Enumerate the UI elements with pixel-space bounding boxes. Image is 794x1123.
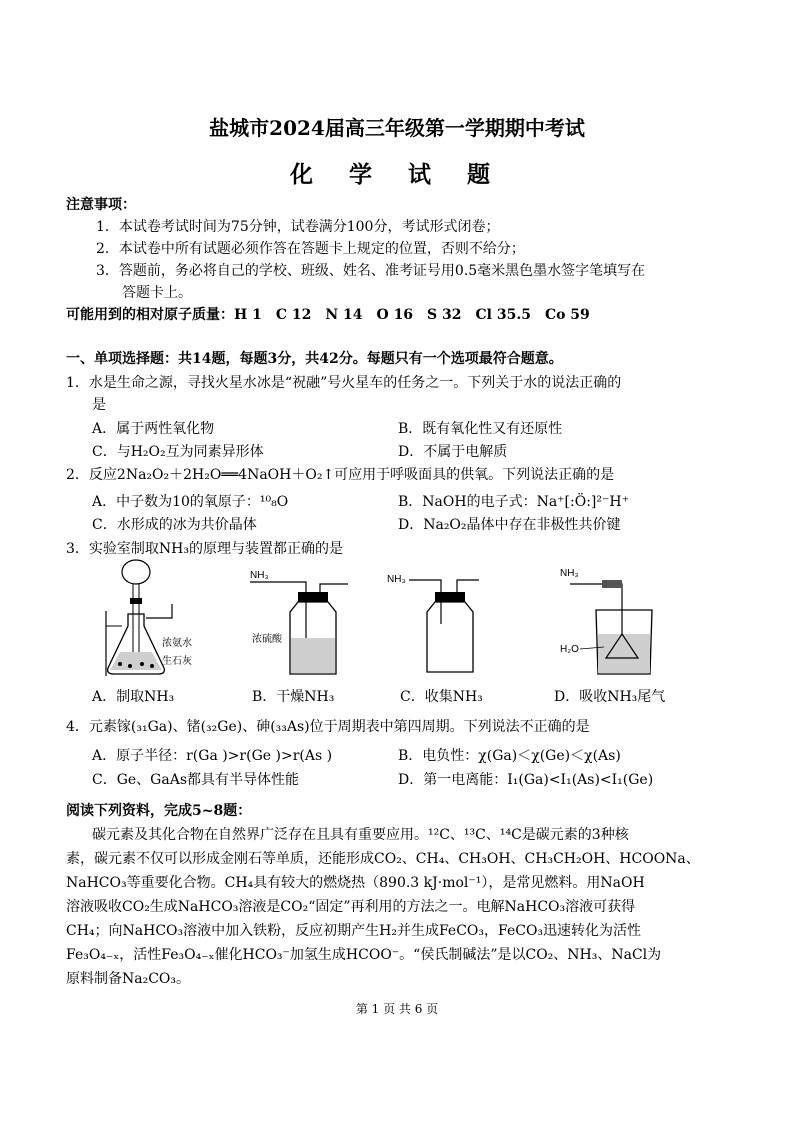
flask-solid	[110, 652, 162, 670]
stopcock	[130, 598, 142, 604]
funnel-bulb	[122, 560, 150, 584]
lime-grain	[128, 664, 132, 668]
label-nh3-b: NH₃	[250, 570, 269, 581]
page-number: 第 1 页 共 6 页	[355, 1002, 439, 1016]
label-ammonia-water: 浓氨水	[162, 638, 192, 649]
exam-title: 盐城市2024届高三年级第一学期期中考试	[209, 116, 585, 140]
bottle-stopper-c	[435, 592, 465, 602]
q2-stem: 2．反应2Na₂O₂＋2H₂O══4NaOH＋O₂↑可应用于呼吸面具的供氧。下列说法正确的是	[66, 467, 615, 483]
delivery-tube	[146, 604, 172, 618]
reading-line-5: CH₄；向NaHCO₃溶液中加入铁粉，反应初期产生H₂并生成FeCO₃，FeCO₃迅速转化为活性	[66, 923, 642, 939]
label-water: H₂O	[560, 644, 579, 655]
label-conc-sulfuric: 浓硫酸	[252, 634, 282, 645]
q4-stem: 4．元素镓(₃₁Ga)、锗(₃₂Ge)、砷(₃₃As)位于周期表中第四周期。下列说法不正确的是	[66, 719, 590, 735]
q4-option-c: C．Ge、GaAs都具有半导体性能	[92, 772, 300, 788]
q3-option-a: A．制取NH₃	[92, 689, 175, 705]
label-nh3-d: NH₃	[560, 568, 579, 579]
beaker-water	[598, 634, 650, 673]
collection-bottle	[427, 602, 473, 672]
reading-line-2: 素，碳元素不仅可以形成金刚石等单质，还能形成CO₂、CH₄、CH₃OH、CH₃CH₂OH、HCOONa、	[66, 851, 700, 867]
notice-item-2: 2．本试卷中所有试题必须作答在答题卡上规定的位置，否则不给分；	[96, 241, 525, 257]
q4-option-b: B．电负性：χ(Ga)＜χ(Ge)＜χ(As)	[398, 748, 621, 764]
lime-grain	[150, 664, 154, 668]
notice-item-3-cont: 答题卡上。	[122, 285, 192, 301]
q1-stem: 1．水是生命之源，寻找火星水冰是“祝融”号火星车的任务之一。下列关于水的说法正确的	[66, 375, 622, 391]
q2-option-b: B．NaOH的电子式：Na⁺[:Ö:]²⁻H⁺	[398, 494, 629, 510]
atomic-masses: 可能用到的相对原子质量：H 1 C 12 N 14 O 16 S 32 Cl 35.5 Co 59	[66, 307, 590, 323]
q1-option-d: D．不属于电解质	[398, 444, 508, 460]
section-heading: 一、单项选择题：共14题，每题3分，共42分。每题只有一个选项最符合题意。	[66, 351, 563, 367]
q1-option-a: A．属于两性氧化物	[92, 421, 215, 437]
q2-option-d: D．Na₂O₂晶体中存在非极性共价键	[398, 517, 621, 533]
reading-heading: 阅读下列资料，完成5~8题：	[66, 803, 252, 819]
q3-option-d: D．吸收NH₃尾气	[554, 689, 666, 705]
q1-option-c: C．与H₂O₂互为同素异形体	[92, 444, 264, 460]
lime-grain	[118, 662, 122, 666]
q1-option-b: B．既有氧化性又有还原性	[398, 421, 563, 437]
reading-line-1: 碳元素及其化合物在自然界广泛存在且具有重要应用。¹²C、¹³C、¹⁴C是碳元素的3种核	[92, 827, 629, 843]
notice-item-1: 1．本试卷考试时间为75分钟，试卷满分100分，考试形式闭卷；	[96, 219, 500, 235]
apparatus-d-figure	[556, 562, 666, 680]
reading-line-7: 原料制备Na₂CO₃。	[66, 971, 191, 987]
q2-option-a: A．中子数为10的氧原子：¹⁰₈O	[92, 494, 289, 510]
q2-option-c: C．水形成的冰为共价晶体	[92, 517, 257, 533]
reading-line-3: NaHCO₃等重要化合物。CH₄具有较大的燃烧热（890.3 kJ·mol⁻¹），是常见燃料。用NaOH	[66, 875, 645, 891]
apparatus-b-figure	[248, 562, 358, 680]
label-nh3-c: NH₃	[387, 574, 406, 585]
reading-line-6: Fe₃O₄₋ₓ，活性Fe₃O₄₋ₓ催化HCO₃⁻加氢生成HCOO⁻。“侯氏制碱法”是以CO₂、NH₃、NaCl为	[66, 947, 662, 963]
subject-title: 化 学 试 题	[289, 161, 505, 188]
notice-item-3: 3．答题前，务必将自己的学校、班级、姓名、准考证号用0.5毫米黑色墨水签字笔填写在	[96, 263, 646, 279]
bottle-liquid	[291, 638, 335, 673]
q3-stem: 3．实验室制取NH₃的原理与装置都正确的是	[66, 541, 343, 557]
rubber-tube	[602, 580, 622, 588]
notice-heading: 注意事项：	[66, 197, 136, 213]
q1-stem-cont: 是	[92, 397, 106, 413]
q3-option-c: C．收集NH₃	[400, 689, 483, 705]
reading-line-4: 溶液吸收CO₂生成NaHCO₃溶液是CO₂“固定”再利用的方法之一。电解NaHCO₃溶液可获得	[66, 899, 636, 915]
label-quicklime: 生石灰	[162, 656, 192, 667]
apparatus-a-figure	[100, 556, 210, 681]
apparatus-c-figure	[385, 568, 485, 678]
q4-option-d: D．第一电离能：I₁(Ga)<I₁(As)<I₁(Ge)	[398, 772, 654, 788]
q3-option-b: B．干燥NH₃	[252, 689, 335, 705]
q4-option-a: A．原子半径：r(Ga )>r(Ge )>r(As )	[92, 748, 333, 764]
bottle-stopper	[298, 592, 328, 602]
lime-grain	[140, 662, 144, 666]
